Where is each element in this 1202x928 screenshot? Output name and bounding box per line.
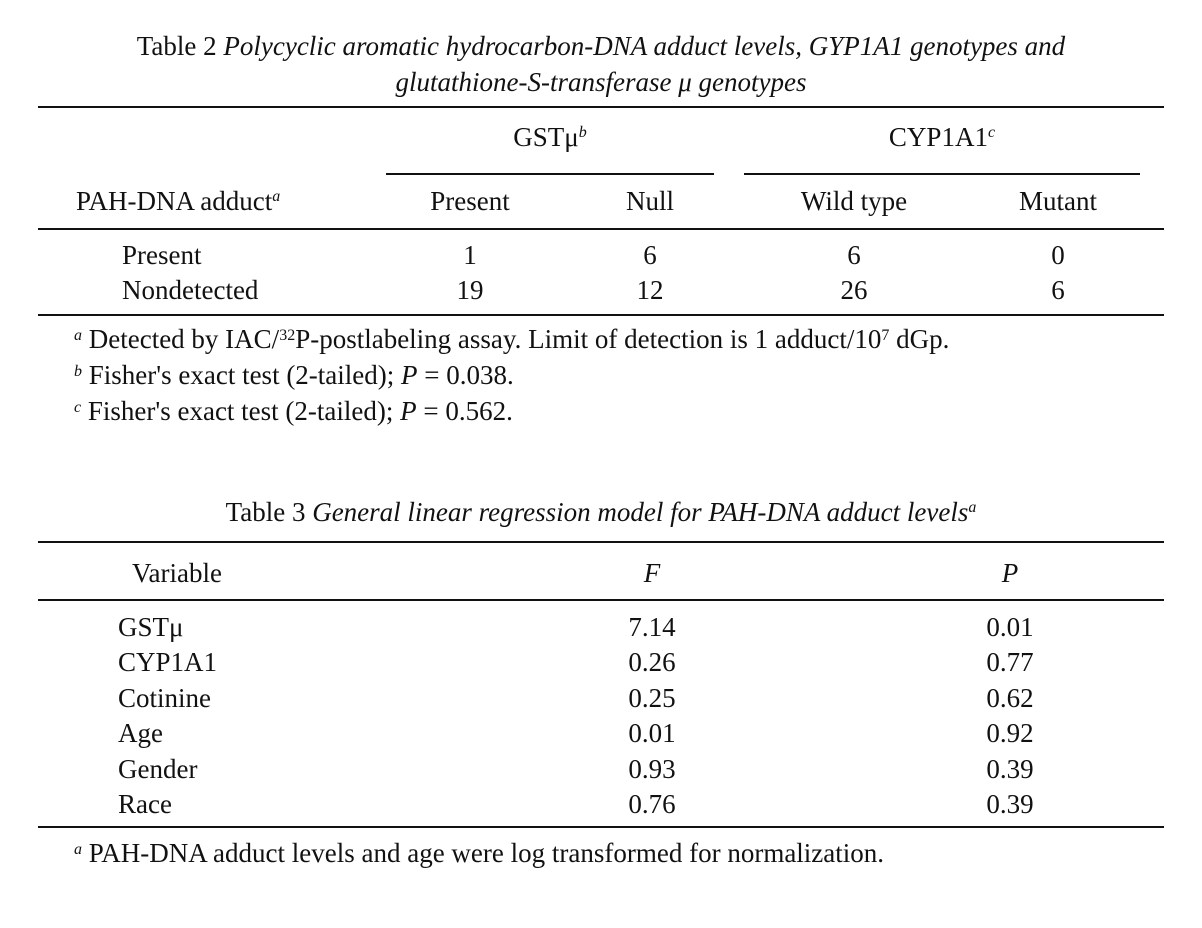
table3-row-p: 0.39 bbox=[986, 754, 1034, 784]
footnote-mark: c bbox=[74, 399, 82, 416]
table2-footnote-a bbox=[74, 322, 949, 357]
table3-row-p: 0.62 bbox=[986, 683, 1034, 713]
table3-row-variable: GSTμ bbox=[118, 612, 184, 642]
table3-title-mark: a bbox=[968, 499, 977, 516]
table2-row-label: Nondetected bbox=[122, 275, 259, 305]
footnote-mark: a bbox=[74, 841, 82, 858]
table2-gst-span-rule bbox=[386, 173, 714, 175]
table3-row-p: 0.39 bbox=[986, 789, 1034, 819]
table2-cell: 6 bbox=[847, 240, 861, 270]
table3-row-f: 0.76 bbox=[628, 789, 676, 819]
table3-row-variable: CYP1A1 bbox=[118, 647, 218, 677]
table3-row-p: 0.77 bbox=[986, 647, 1034, 677]
table3-top-rule bbox=[38, 541, 1164, 543]
table2-cell: 6 bbox=[643, 240, 657, 270]
table2-group-gst-text: GSTμ bbox=[513, 122, 579, 152]
table2-footnote-b bbox=[74, 358, 514, 393]
table2-top-rule bbox=[38, 106, 1164, 108]
table2-group-cyp-mark: c bbox=[987, 124, 996, 141]
table2-col-wild-type: Wild type bbox=[800, 186, 908, 216]
footnote-text: = 0.038. bbox=[417, 360, 514, 390]
table3-row-variable: Gender bbox=[118, 754, 198, 784]
table3-row-f: 0.93 bbox=[628, 754, 676, 784]
table2-group-cyp bbox=[744, 120, 1140, 154]
footnote-text: Detected by IAC/ bbox=[88, 324, 280, 354]
footnote-mark: a bbox=[74, 327, 82, 344]
table2-cell: 1 bbox=[463, 240, 477, 270]
footnote-text: PAH-DNA adduct levels and age were log transformed for normalization. bbox=[88, 838, 885, 868]
table3-row-f: 7.14 bbox=[628, 612, 676, 642]
table3-row-p: 0.01 bbox=[986, 612, 1034, 642]
footnote-text: = 0.562. bbox=[416, 396, 513, 426]
table3-title: General linear regression model for PAH-DNA adduct levels bbox=[312, 497, 969, 527]
table2-row-header-mark: a bbox=[272, 188, 281, 205]
table2-row-header-text: PAH-DNA adduct bbox=[76, 186, 273, 216]
table3-row-f: 0.26 bbox=[628, 647, 676, 677]
table3-row-f: 0.01 bbox=[628, 718, 676, 748]
table2-cell: 0 bbox=[1051, 240, 1065, 270]
table2-caption bbox=[38, 28, 1164, 100]
table3-header-rule bbox=[38, 599, 1164, 601]
table2-row-header bbox=[76, 184, 280, 218]
footnote-text: P-postlabeling assay. Limit of detection is 1 adduct/10 bbox=[295, 324, 882, 354]
table2-col-mutant: Mutant bbox=[1019, 186, 1097, 216]
table2-cell: 26 bbox=[840, 275, 868, 305]
table2-title-line1: Polycyclic aromatic hydrocarbon-DNA adduct levels, GYP1A1 genotypes and bbox=[223, 31, 1066, 61]
table2-cyp-span-rule bbox=[744, 173, 1140, 175]
footnote-p-symbol: P bbox=[400, 396, 417, 426]
table2-header-rule bbox=[38, 228, 1164, 230]
table2-group-cyp-text: CYP1A1 bbox=[888, 122, 988, 152]
footnote-superscript: 32 bbox=[279, 327, 296, 344]
table2-col-null: Null bbox=[625, 186, 674, 216]
table2-cell: 6 bbox=[1051, 275, 1065, 305]
footnote-superscript: 7 bbox=[881, 327, 890, 344]
table3-col-variable: Variable bbox=[132, 558, 222, 588]
table3-row-f: 0.25 bbox=[628, 683, 676, 713]
table3-label: Table 3 bbox=[225, 497, 306, 527]
footnote-mark: b bbox=[74, 363, 82, 380]
table2-col-present: Present bbox=[430, 186, 510, 216]
table2-group-gst-mark: b bbox=[578, 124, 587, 141]
table2-bottom-rule bbox=[38, 314, 1164, 316]
table2-label: Table 2 bbox=[136, 31, 217, 61]
table3-caption bbox=[38, 494, 1164, 530]
table3-row-p: 0.92 bbox=[986, 718, 1034, 748]
table3-row-variable: Age bbox=[118, 718, 163, 748]
footnote-text: dGp. bbox=[889, 324, 950, 354]
table3-col-f: F bbox=[643, 558, 661, 588]
footnote-p-symbol: P bbox=[401, 360, 418, 390]
table3-row-variable: Cotinine bbox=[118, 683, 211, 713]
footnote-text: Fisher's exact test (2-tailed); bbox=[88, 360, 402, 390]
table3-bottom-rule bbox=[38, 826, 1164, 828]
table2-title-line2: glutathione-S-transferase μ genotypes bbox=[395, 67, 807, 97]
table3-row-variable: Race bbox=[118, 789, 172, 819]
table3-footnote-a bbox=[74, 836, 884, 871]
table2-footnote-c bbox=[74, 394, 513, 429]
footnote-text: Fisher's exact test (2-tailed); bbox=[87, 396, 401, 426]
table2-row-label: Present bbox=[122, 240, 202, 270]
table2-cell: 12 bbox=[636, 275, 664, 305]
table2-group-gst bbox=[386, 120, 714, 154]
table3-col-p: P bbox=[1001, 558, 1019, 588]
table2-cell: 19 bbox=[456, 275, 484, 305]
